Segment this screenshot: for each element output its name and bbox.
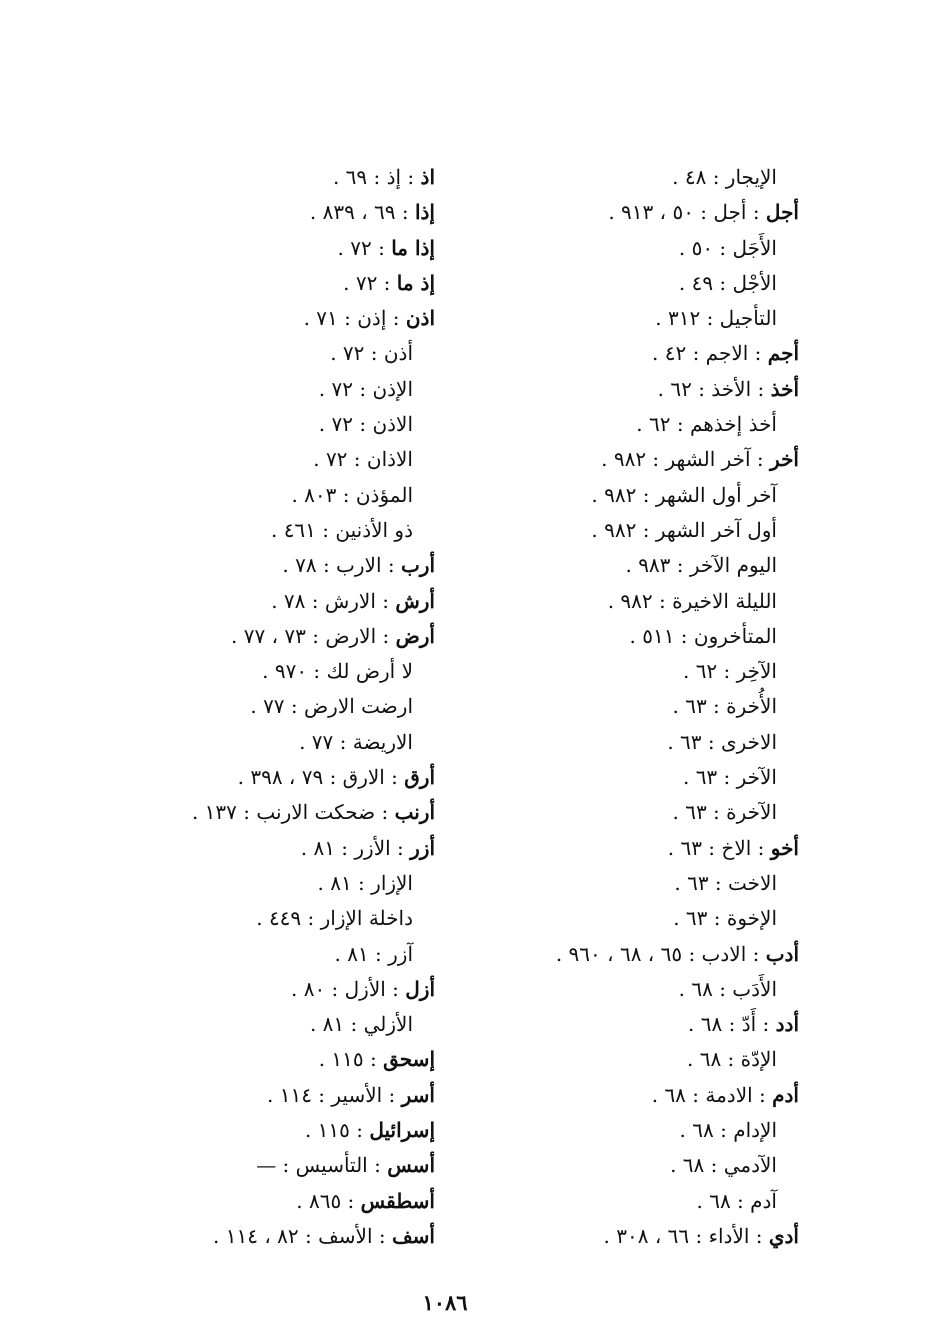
index-sub-entry [439,478,799,513]
entry-text: الإخوة : ٦٣ . [673,906,777,931]
entry-text: : ٦٩ ، ٨٣٩ . [309,200,415,225]
index-sub-entry [439,689,799,724]
entry-text: الأزلي : ٨١ . [309,1012,413,1037]
root-word: أدي [768,1223,799,1248]
entry-text: الإذن : ٧٢ . [318,376,413,401]
entry-text: اليوم الآخر : ٩٨٣ . [625,553,777,578]
root-word: أسس [387,1153,435,1178]
entry-text: أخذ إخذهم : ٦٢ . [636,412,777,437]
entry-text: : الارب : ٧٨ . [282,553,401,578]
index-root-entry [85,795,435,830]
index-sub-entry [439,619,799,654]
index-sub-entry [439,795,799,830]
entry-text: : الاجم : ٤٢ . [652,341,768,366]
entry-text: المؤذن : ٨٠٣ . [291,482,413,507]
entry-text: الأجْل : ٤٩ . [678,270,777,295]
entry-text: الآخرة : ٦٣ . [672,800,777,825]
index-root-entry [439,336,799,371]
index-root-entry [85,1042,435,1077]
root-word: إسرائيل [369,1118,435,1143]
entry-text: أذن : ٧٢ . [330,341,413,366]
entry-text: الاخرى : ٦٣ . [667,729,777,754]
index-sub-entry [439,548,799,583]
root-word: اذ [420,165,435,189]
index-column-right [439,160,799,1254]
root-word: أدم [772,1082,799,1107]
index-root-entry [85,1219,435,1254]
root-word: إذ ما [396,270,435,295]
entry-text: : ١١٥ . [304,1118,370,1143]
entry-text: : الأداء : ٦٦ ، ٣٠٨ . [603,1223,769,1248]
entry-text: ارضت الارض : ٧٧ . [250,694,413,719]
index-sub-entry [85,513,435,548]
index-root-entry [439,1007,799,1042]
index-sub-entry [85,689,435,724]
entry-text: : الادمة : ٦٨ . [651,1082,773,1107]
entry-text: المتأخرون : ٥١١ . [629,623,777,648]
entry-text: آخر أول الشهر : ٩٨٢ . [591,482,777,507]
entry-text: لا أرض لك : ٩٧٠ . [262,659,413,684]
entry-text: : الاخ : ٦٣ . [667,835,771,860]
entry-text: الأَجَل : ٥٠ . [678,235,777,260]
root-word: أسطقس [360,1188,435,1213]
entry-text: ذو الأذنين : ٤٦١ . [270,517,413,542]
index-root-entry [85,619,435,654]
index-column-left [85,160,435,1254]
root-word: إذا ما [391,235,435,260]
entry-text: آزر : ٨١ . [334,941,413,966]
index-sub-entry [439,266,799,301]
index-sub-entry [439,301,799,336]
entry-text: الاريضة : ٧٧ . [299,729,413,754]
index-sub-entry [85,407,435,442]
root-word: أخذ [770,376,799,401]
entry-text: : الادب : ٦٥ ، ٦٨ ، ٩٦٠ . [555,941,766,966]
root-word: أخو [770,835,799,860]
entry-text: : ٧٢ . [337,235,392,260]
index-sub-entry [439,760,799,795]
index-root-entry [439,372,799,407]
root-word: أرض [395,623,435,648]
index-sub-entry [85,372,435,407]
entry-text: : الارش : ٧٨ . [271,588,396,613]
index-root-entry [85,548,435,583]
entry-text: أول آخر الشهر : ٩٨٢ . [591,517,777,542]
root-word: أخر [770,447,799,472]
entry-text: الاخت : ٦٣ . [674,870,777,895]
index-root-entry [85,760,435,795]
index-root-entry [85,1148,435,1183]
index-sub-entry [85,866,435,901]
index-root-entry [439,937,799,972]
index-root-entry [439,831,799,866]
root-word: أزل [405,976,435,1001]
root-word: أدد [775,1012,799,1037]
entry-text: الإزار : ٨١ . [317,870,413,895]
index-sub-entry [439,1042,799,1077]
root-word: أسف [391,1223,435,1248]
index-root-entry [85,1078,435,1113]
index-sub-entry [85,1007,435,1042]
index-sub-entry [85,901,435,936]
index-sub-entry [85,336,435,371]
index-sub-entry [85,937,435,972]
entry-text: : الأخذ : ٦٢ . [657,376,771,401]
entry-text: داخلة الإزار : ٤٤٩ . [256,906,413,931]
index-sub-entry [439,654,799,689]
index-root-entry [85,266,435,301]
index-sub-entry [439,725,799,760]
index-sub-entry [85,654,435,689]
entry-text: : ١١٥ . [318,1047,384,1072]
page-number: ١٠٨٦ [422,1290,468,1315]
entry-text: آدم : ٦٨ . [696,1188,777,1213]
index-root-entry [439,442,799,477]
entry-text: : أَدّ : ٦٨ . [688,1012,776,1037]
entry-text: : ٨٦٥ . [296,1188,361,1213]
index-sub-entry [439,866,799,901]
index-sub-entry [439,513,799,548]
entry-text: الاذن : ٧٢ . [318,412,413,437]
index-sub-entry [85,442,435,477]
index-root-entry [85,1184,435,1219]
entry-text: الأُخرة : ٦٣ . [672,694,777,719]
index-sub-entry [439,1113,799,1148]
entry-text: : الأزل : ٨٠ . [290,976,406,1001]
root-word: إذا [414,200,435,225]
entry-text: الأَدَب : ٦٨ . [678,976,777,1001]
index-root-entry [85,231,435,266]
index-sub-entry [439,160,799,195]
index-root-entry [85,195,435,230]
entry-text: التأجيل : ٣١٢ . [655,306,777,331]
index-sub-entry [439,901,799,936]
entry-text: : الأسير : ١١٤ . [266,1082,402,1107]
root-word: أرنب [394,800,435,825]
entry-text: : الأسف : ٨٢ ، ١١٤ . [213,1223,392,1248]
index-sub-entry [85,725,435,760]
index-sub-entry [439,584,799,619]
index-root-entry [439,195,799,230]
entry-text: : آخر الشهر : ٩٨٢ . [601,447,771,472]
root-word: أسر [401,1082,435,1107]
entry-text: الاذان : ٧٢ . [313,447,413,472]
index-root-entry [85,831,435,866]
index-root-entry [85,584,435,619]
entry-text: الإدام : ٦٨ . [679,1118,777,1143]
root-word: إسحق [383,1047,435,1072]
root-word: أزر [410,835,435,860]
entry-text: : الارض : ٧٣ ، ٧٧ . [231,623,396,648]
index-root-entry [85,301,435,336]
entry-text: : إذن : ٧١ . [303,306,406,331]
index-root-entry [439,1219,799,1254]
root-word: أرب [400,553,435,578]
root-word: أدب [765,941,799,966]
entry-text: : أجل : ٥٠ ، ٩١٣ . [608,200,766,225]
entry-text: الإيجار : ٤٨ . [672,165,777,189]
root-word: أرش [395,588,435,613]
entry-text: : الأزر : ٨١ . [300,835,411,860]
entry-text: الآخر : ٦٣ . [682,765,777,790]
entry-text: : ضحكت الارنب : ١٣٧ . [191,800,395,825]
entry-text: الآخِر : ٦٢ . [682,659,777,684]
entry-text: : إذ : ٦٩ . [332,165,421,189]
entry-text: الآدمي : ٦٨ . [670,1153,777,1178]
index-root-entry [85,972,435,1007]
index-root-entry [85,1113,435,1148]
index-sub-entry [85,478,435,513]
entry-text: : الارق : ٧٩ ، ٣٩٨ . [237,765,405,790]
index-root-entry [439,1078,799,1113]
root-word: أجل [765,200,799,225]
root-word: اذن [405,306,435,331]
entry-text: : ٧٢ . [343,270,397,295]
root-word: أجم [767,341,799,366]
index-sub-entry [439,231,799,266]
index-sub-entry [439,972,799,1007]
entry-text: الإدّة : ٦٨ . [686,1047,777,1072]
index-sub-entry [439,1148,799,1183]
index-sub-entry [439,407,799,442]
index-root-entry [85,160,435,195]
index-sub-entry [439,1184,799,1219]
entry-text: الليلة الاخيرة : ٩٨٢ . [607,588,777,613]
entry-text: : التأسيس : — [256,1153,388,1178]
root-word: أرق [404,765,435,790]
